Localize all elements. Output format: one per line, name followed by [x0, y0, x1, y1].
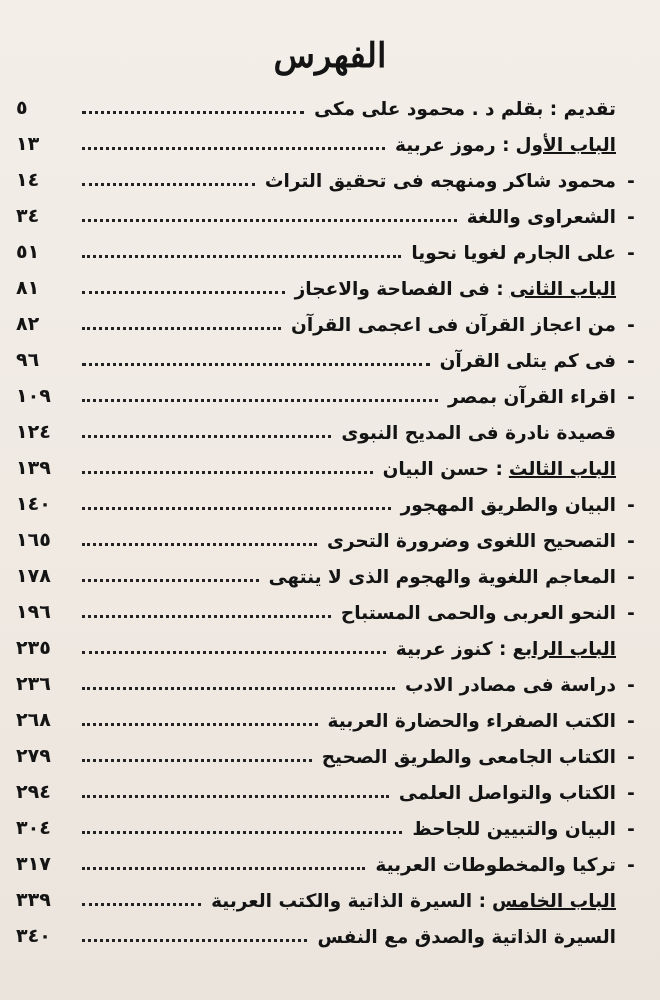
dot-leader — [82, 903, 201, 906]
entry-title: : رموز عربية — [395, 134, 510, 156]
page-number: ٢٧٩ — [16, 745, 51, 768]
dot-leader — [82, 615, 331, 618]
entry-dash: - — [627, 350, 635, 372]
entry-title: : حسن البيان — [382, 458, 503, 480]
page-number: ٨١ — [16, 277, 40, 300]
part-heading: الباب الثانى — [509, 278, 616, 300]
entry-dash: - — [627, 530, 635, 552]
dot-leader — [82, 219, 457, 222]
toc-entry — [16, 588, 646, 624]
dot-leader — [82, 723, 318, 726]
page-number: ٢٣٦ — [16, 673, 51, 696]
dot-leader — [82, 867, 365, 870]
dot-leader — [82, 795, 389, 798]
dot-leader — [82, 291, 285, 294]
entry-title: التصحيح اللغوى وضرورة التحرى — [326, 530, 616, 552]
page-number: ١٤ — [16, 169, 40, 192]
page-number: ١٧٨ — [16, 565, 51, 588]
toc-entry — [16, 732, 646, 768]
entry-title: : السيرة الذاتية والكتب العربية — [211, 890, 486, 912]
page-number: ٥ — [16, 97, 28, 120]
part-heading: الباب الثالث — [508, 458, 616, 480]
part-heading: الباب الخامس — [492, 890, 616, 912]
toc-entry — [16, 444, 646, 480]
dot-leader — [82, 507, 391, 510]
entry-title: الكتاب الجامعى والطريق الصحيح — [321, 746, 616, 768]
page-number: ٣١٧ — [16, 853, 51, 876]
toc-entry — [16, 372, 646, 408]
entry-dash: - — [627, 674, 635, 696]
dot-leader — [82, 111, 304, 114]
page-number: ٨٢ — [16, 313, 40, 336]
dot-leader — [82, 939, 307, 942]
toc-entry — [16, 228, 646, 264]
dot-leader — [82, 147, 385, 150]
page-number: ١٣ — [16, 133, 40, 156]
page-number: ١٩٦ — [16, 601, 51, 624]
toc-entry — [16, 120, 646, 156]
toc-entry — [16, 480, 646, 516]
toc-entry — [16, 336, 646, 372]
page-number: ٣٤ — [16, 205, 40, 228]
dot-leader — [82, 543, 317, 546]
toc-entry — [16, 804, 646, 840]
toc-entry — [16, 660, 646, 696]
dot-leader — [82, 327, 281, 330]
entry-dash: - — [627, 818, 635, 840]
entry-title: على الجارم لغويا نحويا — [411, 242, 616, 264]
dot-leader — [82, 831, 402, 834]
toc-entry — [16, 408, 646, 444]
entry-title: الشعراوى واللغة — [466, 206, 616, 228]
entry-title: تقديم : بقلم د . محمود على مكى — [314, 98, 616, 120]
entry-title: فى كم يتلى القرآن — [439, 350, 616, 372]
toc-entry — [16, 840, 646, 876]
entry-dash: - — [627, 242, 635, 264]
page-number: ١٢٤ — [16, 421, 51, 444]
entry-dash: - — [627, 782, 635, 804]
part-heading: الباب الأول — [515, 134, 616, 156]
entry-dash: - — [627, 602, 635, 624]
toc-entry — [16, 264, 646, 300]
entry-dash: - — [627, 854, 635, 876]
entry-title: : فى الفصاحة والاعجاز — [294, 278, 504, 300]
table-of-contents — [16, 84, 646, 948]
entry-dash: - — [627, 710, 635, 732]
entry-title: من اعجاز القرآن فى اعجمى القرآن — [291, 314, 616, 336]
toc-entry — [16, 84, 646, 120]
page-number: ٩٦ — [16, 349, 40, 372]
dot-leader — [82, 579, 259, 582]
dot-leader — [82, 435, 331, 438]
toc-entry — [16, 696, 646, 732]
entry-dash: - — [627, 206, 635, 228]
entry-dash: - — [627, 170, 635, 192]
part-heading: الباب الرابع — [512, 638, 616, 660]
dot-leader — [82, 399, 438, 402]
entry-title: البيان والطريق المهجور — [400, 494, 616, 516]
toc-entry — [16, 876, 646, 912]
dot-leader — [82, 471, 373, 474]
toc-entry — [16, 516, 646, 552]
toc-entry — [16, 552, 646, 588]
toc-entry — [16, 300, 646, 336]
page-number: ٣٠٤ — [16, 817, 51, 840]
toc-entry — [16, 768, 646, 804]
page-number: ١٤٠ — [16, 493, 51, 516]
entry-dash: - — [627, 566, 635, 588]
entry-dash: - — [627, 386, 635, 408]
entry-title: النحو العربى والحمى المستباح — [340, 602, 616, 624]
entry-title: السيرة الذاتية والصدق مع النفس — [317, 926, 616, 948]
toc-entry — [16, 912, 646, 948]
entry-dash: - — [627, 494, 635, 516]
entry-title: : كنوز عربية — [395, 638, 507, 660]
page-number: ٣٤٠ — [16, 925, 51, 948]
entry-dash: - — [627, 314, 635, 336]
dot-leader — [82, 255, 401, 258]
entry-title: البيان والتبيين للجاحظ — [412, 818, 616, 840]
dot-leader — [82, 651, 386, 654]
entry-title: المعاجم اللغوية والهجوم الذى لا ينتهى — [268, 566, 616, 588]
page-title: الفهرس — [273, 36, 387, 76]
dot-leader — [82, 687, 395, 690]
toc-entry — [16, 192, 646, 228]
page-number: ٥١ — [16, 241, 40, 264]
entry-title: قصيدة نادرة فى المديح النبوى — [341, 422, 616, 444]
page-number: ٣٣٩ — [16, 889, 51, 912]
page-number: ١٦٥ — [16, 529, 51, 552]
page-number: ٢٣٥ — [16, 637, 51, 660]
dot-leader — [82, 183, 255, 186]
dot-leader — [82, 759, 312, 762]
page-number: ٢٦٨ — [16, 709, 51, 732]
toc-entry — [16, 624, 646, 660]
toc-entry — [16, 156, 646, 192]
page-number: ٢٩٤ — [16, 781, 51, 804]
entry-title: الكتب الصفراء والحضارة العربية — [327, 710, 616, 732]
dot-leader — [82, 363, 430, 366]
entry-title: الكتاب والتواصل العلمى — [398, 782, 616, 804]
entry-title: تركيا والمخطوطات العربية — [375, 854, 616, 876]
page-number: ١٣٩ — [16, 457, 51, 480]
page-number: ١٠٩ — [16, 385, 51, 408]
entry-title: دراسة فى مصادر الادب — [404, 674, 616, 696]
entry-title: اقراء القرآن بمصر — [448, 386, 616, 408]
entry-dash: - — [627, 746, 635, 768]
entry-title: محمود شاكر ومنهجه فى تحقيق التراث — [264, 170, 616, 192]
